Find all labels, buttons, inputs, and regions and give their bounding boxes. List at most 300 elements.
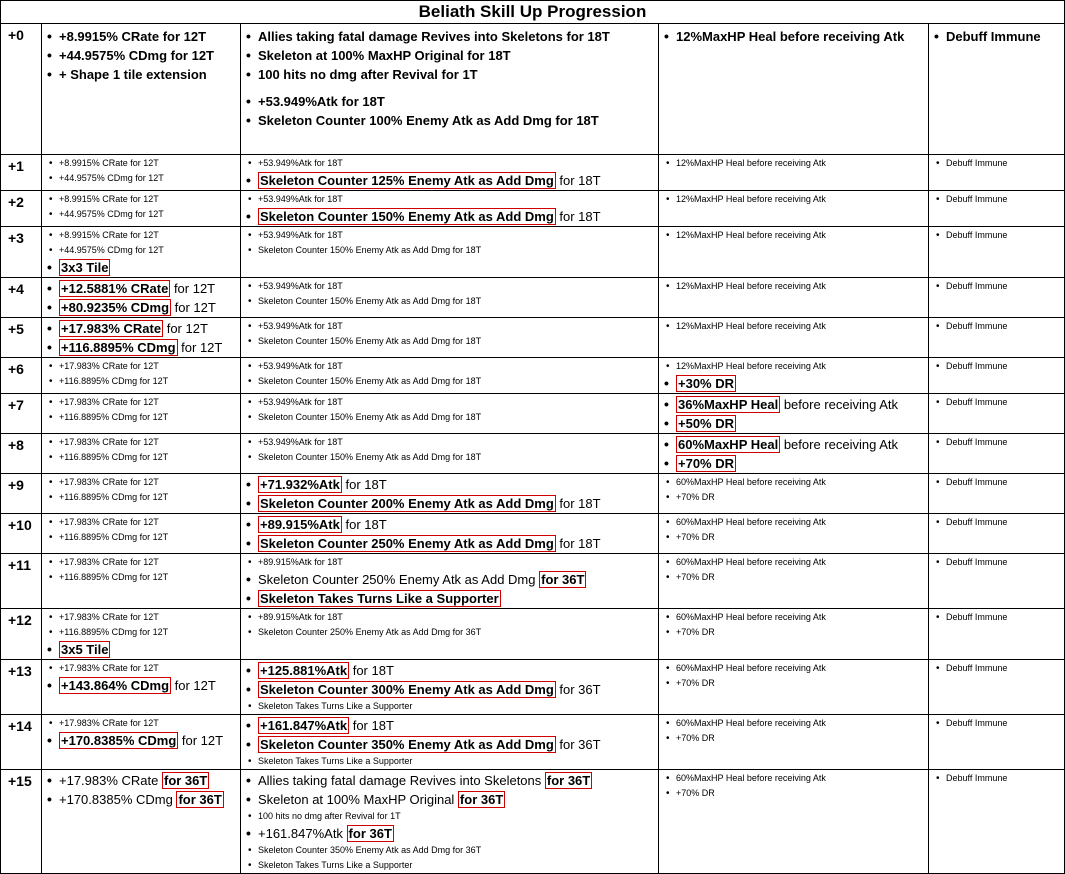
effect-list [659, 227, 928, 243]
effect-item [246, 625, 658, 640]
level-cell: +14 [1, 715, 42, 770]
effect-item [246, 809, 658, 824]
effect-list [241, 191, 658, 226]
heal-effects-cell [659, 474, 929, 514]
heal-effects-cell [659, 554, 929, 609]
effect-text: 60%MaxHP Heal before receiving Atk [676, 718, 826, 728]
crit-effects-cell [42, 770, 241, 874]
effect-item [47, 374, 240, 389]
effect-text: +70% DR [676, 532, 715, 542]
effect-text: for 12T [170, 281, 216, 296]
effect-item [246, 494, 658, 513]
effect-item [664, 475, 928, 490]
effect-item [47, 410, 240, 425]
effect-text: +53.949%Atk for 18T [258, 194, 343, 204]
table-row [1, 191, 1065, 227]
effect-item [47, 625, 240, 640]
effect-text: +70% DR [676, 788, 715, 798]
debuff-effects-cell [929, 191, 1065, 227]
effect-item [47, 435, 240, 450]
effect-text: Debuff Immune [946, 230, 1008, 240]
skeleton-effects-cell [241, 278, 659, 318]
crit-effects-cell [42, 318, 241, 358]
effect-text: Debuff Immune [946, 437, 1008, 447]
table-row [1, 278, 1065, 318]
heal-effects-cell [659, 609, 929, 660]
highlighted-change: for 36T [459, 792, 504, 807]
effect-item [664, 435, 928, 454]
effect-text: +53.949%Atk for 18T [258, 230, 343, 240]
table-row [1, 434, 1065, 474]
effect-text: +116.8895% CDmg for 12T [59, 492, 169, 502]
effect-item [47, 279, 240, 298]
highlighted-change: for 36T [541, 572, 585, 587]
effect-list [929, 191, 1064, 207]
effect-list [241, 358, 658, 389]
debuff-effects-cell [929, 474, 1065, 514]
effect-text: Skeleton Counter 150% Enemy Atk as Add Dmg for 18T [258, 245, 482, 255]
effect-text: +17.983% CRate for 12T [59, 718, 159, 728]
effect-list [659, 155, 928, 171]
effect-item [246, 570, 658, 589]
effect-item [47, 192, 240, 207]
effect-item [664, 676, 928, 691]
effect-text: Skeleton Counter 100% Enemy Atk as Add Dmg for 18T [258, 113, 599, 128]
effect-list [659, 394, 928, 433]
crit-effects-cell [42, 394, 241, 434]
effect-text: +8.9915% CRate for 12T [59, 230, 159, 240]
effect-list [929, 278, 1064, 294]
highlighted-change: for 36T [348, 826, 392, 841]
effect-text: for 18T [555, 173, 601, 188]
effect-text: +116.8895% CDmg for 12T [59, 412, 169, 422]
effect-item [246, 435, 658, 450]
effect-text: +70% DR [676, 572, 715, 582]
effect-item [246, 680, 658, 699]
skeleton-effects-cell [241, 394, 659, 434]
effect-item [246, 319, 658, 334]
highlighted-change: +125.881%Atk [260, 663, 348, 678]
effect-list [42, 715, 240, 750]
effect-text: 100 hits no dmg after Revival for 1T [258, 67, 478, 82]
effect-text: +17.983% CRate for 12T [59, 663, 159, 673]
highlighted-change: +143.864% CDmg [61, 678, 170, 693]
skeleton-effects-cell [241, 660, 659, 715]
level-cell: +5 [1, 318, 42, 358]
effect-text: Skeleton Takes Turns Like a Supporter [258, 756, 413, 766]
effect-text: 12%MaxHP Heal before receiving Atk [676, 29, 905, 44]
effect-item [664, 610, 928, 625]
effect-list [929, 715, 1064, 731]
effect-item [934, 27, 1064, 46]
level-cell: +7 [1, 394, 42, 434]
crit-effects-cell [42, 24, 241, 155]
effect-item [664, 555, 928, 570]
effect-item [47, 258, 240, 277]
highlighted-change: +71.932%Atk [260, 477, 340, 492]
highlighted-change: Skeleton Counter 250% Enemy Atk as Add Dmg [260, 536, 554, 551]
effect-text: 12%MaxHP Heal before receiving Atk [676, 230, 826, 240]
effect-item [47, 338, 240, 357]
effect-item [47, 731, 240, 750]
crit-effects-cell [42, 514, 241, 554]
effect-text: +17.983% CRate for 12T [59, 397, 159, 407]
effect-text: +70% DR [676, 627, 715, 637]
table-row [1, 609, 1065, 660]
effect-item [664, 661, 928, 676]
effect-item [47, 395, 240, 410]
skeleton-effects-cell [241, 318, 659, 358]
table-row [1, 514, 1065, 554]
effect-text: Debuff Immune [946, 773, 1008, 783]
effect-text: +70% DR [676, 678, 715, 688]
highlighted-change: +161.847%Atk [260, 718, 348, 733]
effect-text: for 18T [555, 536, 601, 551]
crit-effects-cell [42, 715, 241, 770]
level-cell: +9 [1, 474, 42, 514]
highlighted-change: 36%MaxHP Heal [678, 397, 779, 412]
effect-list [42, 394, 240, 425]
skeleton-effects-cell [241, 24, 659, 155]
debuff-effects-cell [929, 770, 1065, 874]
effect-item [664, 319, 928, 334]
effect-list [659, 24, 928, 46]
effect-item [934, 610, 1064, 625]
effect-item [246, 46, 658, 65]
effect-item [47, 771, 240, 790]
effect-list [659, 278, 928, 294]
heal-effects-cell [659, 358, 929, 394]
effect-item [47, 319, 240, 338]
effect-item [246, 771, 658, 790]
crit-effects-cell [42, 191, 241, 227]
effect-list [241, 24, 658, 130]
highlighted-change: +89.915%Atk [260, 517, 340, 532]
debuff-effects-cell [929, 155, 1065, 191]
effect-list [42, 191, 240, 222]
level-cell: +15 [1, 770, 42, 874]
effect-item [664, 530, 928, 545]
effect-item [246, 824, 658, 843]
effect-text: +17.983% CRate for 12T [59, 557, 159, 567]
effect-text: +17.983% CRate for 12T [59, 612, 159, 622]
effect-item [47, 530, 240, 545]
effect-item [246, 395, 658, 410]
effect-item [664, 731, 928, 746]
effect-text: 60%MaxHP Heal before receiving Atk [676, 612, 826, 622]
effect-item [246, 661, 658, 680]
effect-text: before receiving Atk [780, 437, 899, 452]
highlighted-change: Skeleton Counter 350% Enemy Atk as Add Dmg [260, 737, 554, 752]
debuff-effects-cell [929, 394, 1065, 434]
effect-list [929, 660, 1064, 676]
skeleton-effects-cell [241, 770, 659, 874]
effect-item [47, 228, 240, 243]
table-row [1, 318, 1065, 358]
effect-item [934, 771, 1064, 786]
effect-text: for 12T [177, 340, 223, 355]
effect-item [664, 570, 928, 585]
effect-text: for 12T [171, 678, 216, 693]
effect-text: 60%MaxHP Heal before receiving Atk [676, 557, 826, 567]
effect-text: 12%MaxHP Heal before receiving Atk [676, 158, 826, 168]
table-body [1, 24, 1065, 874]
crit-effects-cell [42, 660, 241, 715]
effect-text: Skeleton Counter 150% Enemy Atk as Add Dmg for 18T [258, 376, 482, 386]
effect-text: for 12T [171, 300, 216, 315]
effect-item [47, 475, 240, 490]
effect-text: Skeleton Counter 350% Enemy Atk as Add Dmg for 36T [258, 845, 482, 855]
effect-text: 60%MaxHP Heal before receiving Atk [676, 477, 826, 487]
effect-item [664, 228, 928, 243]
level-cell: +11 [1, 554, 42, 609]
effect-text: +53.949%Atk for 18T [258, 94, 385, 109]
highlighted-change: +30% DR [678, 376, 734, 391]
effect-list [929, 24, 1064, 46]
effect-item [934, 395, 1064, 410]
effect-list [241, 227, 658, 258]
effect-text: + Shape 1 tile extension [59, 67, 207, 82]
effect-item [246, 843, 658, 858]
effect-list [659, 770, 928, 801]
effect-text: Skeleton Counter 150% Enemy Atk as Add Dmg for 18T [258, 412, 482, 422]
effect-item [664, 515, 928, 530]
effect-list [659, 609, 928, 640]
level-cell: +12 [1, 609, 42, 660]
effect-item [47, 790, 240, 809]
effect-item [664, 395, 928, 414]
effect-list [42, 609, 240, 659]
table-row [1, 155, 1065, 191]
effect-item [47, 570, 240, 585]
skeleton-effects-cell [241, 434, 659, 474]
effect-item [47, 298, 240, 317]
effect-text: Debuff Immune [946, 663, 1008, 673]
effect-item [934, 192, 1064, 207]
effect-list [42, 278, 240, 317]
effect-list [659, 660, 928, 691]
table-row [1, 660, 1065, 715]
heal-effects-cell [659, 394, 929, 434]
effect-text: Skeleton Counter 250% Enemy Atk as Add Dmg [258, 572, 540, 587]
effect-item [246, 65, 658, 84]
highlighted-change: +12.5881% CRate [61, 281, 169, 296]
effect-list [42, 434, 240, 465]
effect-text: for 12T [178, 733, 224, 748]
effect-item [47, 450, 240, 465]
effect-item [47, 156, 240, 171]
effect-item [664, 454, 928, 473]
effect-list [241, 318, 658, 349]
effect-text: +17.983% CRate for 12T [59, 361, 159, 371]
effect-list [241, 394, 658, 425]
effect-text: 60%MaxHP Heal before receiving Atk [676, 773, 826, 783]
debuff-effects-cell [929, 24, 1065, 155]
effect-list [42, 660, 240, 695]
debuff-effects-cell [929, 434, 1065, 474]
effect-list [929, 434, 1064, 450]
level-cell: +6 [1, 358, 42, 394]
effect-text: +116.8895% CDmg for 12T [59, 452, 169, 462]
effect-text: for 18T [349, 718, 394, 733]
level-cell: +13 [1, 660, 42, 715]
effect-item [246, 228, 658, 243]
debuff-effects-cell [929, 278, 1065, 318]
highlighted-change: Skeleton Counter 300% Enemy Atk as Add Dmg [260, 682, 554, 697]
effect-list [929, 318, 1064, 334]
effect-list [42, 770, 240, 809]
effect-list [42, 318, 240, 357]
effect-text: +8.9915% CRate for 12T [59, 158, 159, 168]
heal-effects-cell [659, 514, 929, 554]
table-row [1, 394, 1065, 434]
effect-text: +17.983% CRate for 12T [59, 477, 159, 487]
highlighted-change: +80.9235% CDmg [61, 300, 170, 315]
effect-text: for 18T [349, 663, 394, 678]
effect-item [47, 716, 240, 731]
effect-text: +17.983% CRate for 12T [59, 437, 159, 447]
effect-item [664, 27, 928, 46]
effect-list [42, 24, 240, 84]
effect-item [664, 716, 928, 731]
crit-effects-cell [42, 474, 241, 514]
effect-list [659, 191, 928, 207]
effect-text: for 18T [555, 496, 601, 511]
effect-item [47, 515, 240, 530]
crit-effects-cell [42, 358, 241, 394]
heal-effects-cell [659, 660, 929, 715]
debuff-effects-cell [929, 609, 1065, 660]
effect-item [664, 414, 928, 433]
effect-item [934, 435, 1064, 450]
heal-effects-cell [659, 318, 929, 358]
effect-item [246, 156, 658, 171]
effect-text: +44.9575% CDmg for 12T [59, 209, 164, 219]
skeleton-effects-cell [241, 358, 659, 394]
effect-item [664, 490, 928, 505]
effect-text: Skeleton Takes Turns Like a Supporter [258, 860, 413, 870]
effect-text: Debuff Immune [946, 158, 1008, 168]
debuff-effects-cell [929, 318, 1065, 358]
effect-text: Debuff Immune [946, 397, 1008, 407]
effect-text: +161.847%Atk [258, 826, 347, 841]
table-row [1, 358, 1065, 394]
effect-text: before receiving Atk [780, 397, 899, 412]
skeleton-effects-cell [241, 514, 659, 554]
crit-effects-cell [42, 278, 241, 318]
effect-list [659, 318, 928, 334]
effect-item [47, 243, 240, 258]
effect-text: +53.949%Atk for 18T [258, 361, 343, 371]
effect-item [47, 610, 240, 625]
table-row [1, 24, 1065, 155]
effect-item [934, 156, 1064, 171]
effect-item [934, 555, 1064, 570]
crit-effects-cell [42, 434, 241, 474]
effect-text: +17.983% CRate [59, 773, 162, 788]
effect-text: +116.8895% CDmg for 12T [59, 376, 169, 386]
effect-list [659, 715, 928, 746]
effect-item [246, 294, 658, 309]
effect-item [246, 27, 658, 46]
crit-effects-cell [42, 155, 241, 191]
effect-text: Skeleton at 100% MaxHP Original for 18T [258, 48, 511, 63]
effect-item [246, 92, 658, 111]
highlighted-change: 3x5 Tile [61, 642, 109, 657]
effect-list [659, 554, 928, 585]
effect-item [246, 207, 658, 226]
effect-item [934, 661, 1064, 676]
effect-list [241, 155, 658, 190]
effect-text: Allies taking fatal damage Revives into Skeletons for 18T [258, 29, 610, 44]
effect-list [929, 554, 1064, 570]
effect-item [246, 334, 658, 349]
skeleton-effects-cell [241, 554, 659, 609]
crit-effects-cell [42, 609, 241, 660]
effect-item [246, 754, 658, 769]
table-row [1, 715, 1065, 770]
effect-item [47, 27, 240, 46]
table-row [1, 474, 1065, 514]
effect-text: Debuff Immune [946, 321, 1008, 331]
effect-item [246, 589, 658, 608]
effect-item [934, 228, 1064, 243]
effect-text: for 18T [341, 477, 387, 492]
effect-item [934, 475, 1064, 490]
effect-list [42, 358, 240, 389]
effect-item [246, 790, 658, 809]
effect-item [246, 374, 658, 389]
effect-item [246, 555, 658, 570]
table-row [1, 770, 1065, 874]
effect-item [934, 319, 1064, 334]
effect-item [664, 192, 928, 207]
effect-list [241, 434, 658, 465]
effect-list [241, 715, 658, 769]
effect-text: Debuff Immune [946, 718, 1008, 728]
effect-item [246, 699, 658, 714]
effect-item [47, 171, 240, 186]
effect-item [246, 515, 658, 534]
debuff-effects-cell [929, 227, 1065, 278]
effect-item [664, 771, 928, 786]
effect-item [47, 207, 240, 222]
effect-list [241, 474, 658, 513]
effect-item [246, 192, 658, 207]
effect-item [934, 716, 1064, 731]
effect-text: Debuff Immune [946, 194, 1008, 204]
effect-item [664, 359, 928, 374]
effect-list [42, 514, 240, 545]
debuff-effects-cell [929, 554, 1065, 609]
effect-text: 12%MaxHP Heal before receiving Atk [676, 361, 826, 371]
effect-text: Skeleton Takes Turns Like a Supporter [258, 701, 413, 711]
effect-text: +170.8385% CDmg [59, 792, 177, 807]
heal-effects-cell [659, 155, 929, 191]
effect-item [47, 555, 240, 570]
heal-effects-cell [659, 24, 929, 155]
effect-item [934, 515, 1064, 530]
effect-item [47, 661, 240, 676]
effect-text: +116.8895% CDmg for 12T [59, 532, 169, 542]
effect-text: Debuff Immune [946, 557, 1008, 567]
effect-list [42, 554, 240, 585]
table-row [1, 554, 1065, 609]
heal-effects-cell [659, 434, 929, 474]
highlighted-change: +116.8895% CDmg [61, 340, 176, 355]
effect-text: for 12T [163, 321, 208, 336]
debuff-effects-cell [929, 715, 1065, 770]
